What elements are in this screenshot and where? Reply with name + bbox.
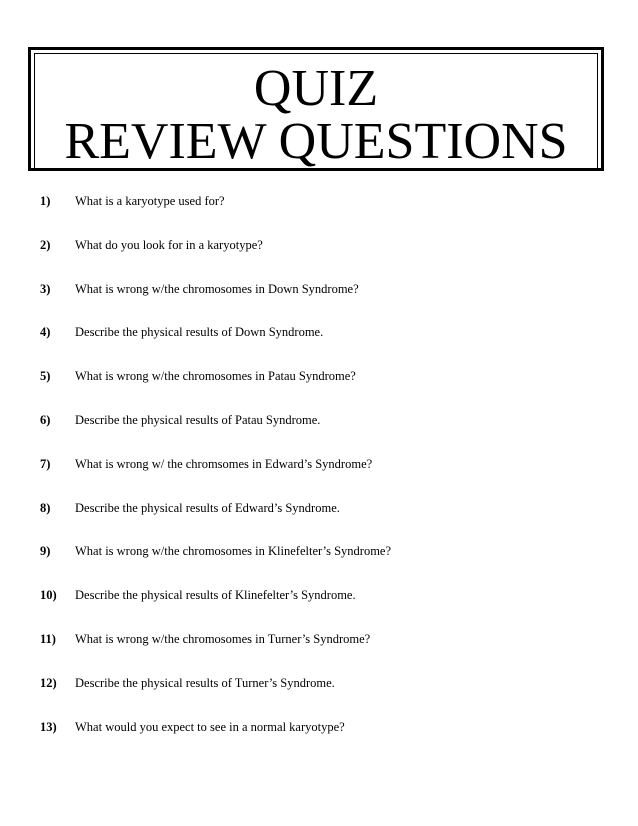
question-item: [40, 456, 600, 500]
question-list: [40, 193, 600, 762]
question-item: [40, 193, 600, 237]
question-number: 5): [40, 369, 51, 384]
question-number: 12): [40, 675, 57, 690]
question-number: 2): [40, 237, 51, 252]
question-number: 3): [40, 281, 51, 296]
title-box: [28, 47, 604, 171]
question-text: Describe the physical results of Patau Syndrome.: [75, 412, 321, 427]
question-number: 9): [40, 544, 51, 559]
question-text: What is wrong w/the chromosomes in Klinefelter’s Syndrome?: [75, 544, 392, 559]
question-number: 10): [40, 588, 57, 603]
question-item: [40, 412, 600, 456]
question-text: What is a karyotype used for?: [75, 194, 225, 208]
title-review-questions: REVIEW QUESTIONS: [64, 113, 568, 170]
question-item: [40, 281, 600, 325]
question-text: What is wrong w/the chromosomes in Down Syndrome?: [75, 281, 359, 296]
question-text: Describe the physical results of Edward’s Syndrome.: [75, 500, 340, 515]
question-item: [40, 675, 600, 719]
title-quiz: QUIZ: [253, 60, 379, 117]
question-text: What would you expect to see in a normal karyotype?: [75, 719, 345, 734]
question-item: [40, 368, 600, 412]
question-text: Describe the physical results of Down Syndrome.: [75, 325, 324, 340]
question-text: What do you look for in a karyotype?: [75, 237, 263, 252]
question-item: [40, 500, 600, 544]
question-text: What is wrong w/the chromosomes in Turner’s Syndrome?: [75, 631, 371, 646]
question-item: [40, 324, 600, 368]
question-number: 8): [40, 500, 51, 515]
question-text: What is wrong w/the chromosomes in Patau Syndrome?: [75, 369, 356, 384]
question-item: [40, 587, 600, 631]
question-number: 6): [40, 412, 51, 427]
question-text: Describe the physical results of Klinefelter’s Syndrome.: [75, 588, 356, 603]
question-number: 7): [40, 456, 51, 471]
question-item: [40, 237, 600, 281]
question-number: 4): [40, 325, 51, 340]
question-number: 13): [40, 719, 57, 734]
question-item: [40, 631, 600, 675]
question-number: 1): [40, 194, 51, 208]
question-text: Describe the physical results of Turner’s Syndrome.: [75, 675, 335, 690]
question-item: [40, 543, 600, 587]
question-text: What is wrong w/ the chromsomes in Edward’s Syndrome?: [75, 456, 373, 471]
question-item: [40, 719, 600, 763]
question-number: 11): [40, 631, 56, 646]
